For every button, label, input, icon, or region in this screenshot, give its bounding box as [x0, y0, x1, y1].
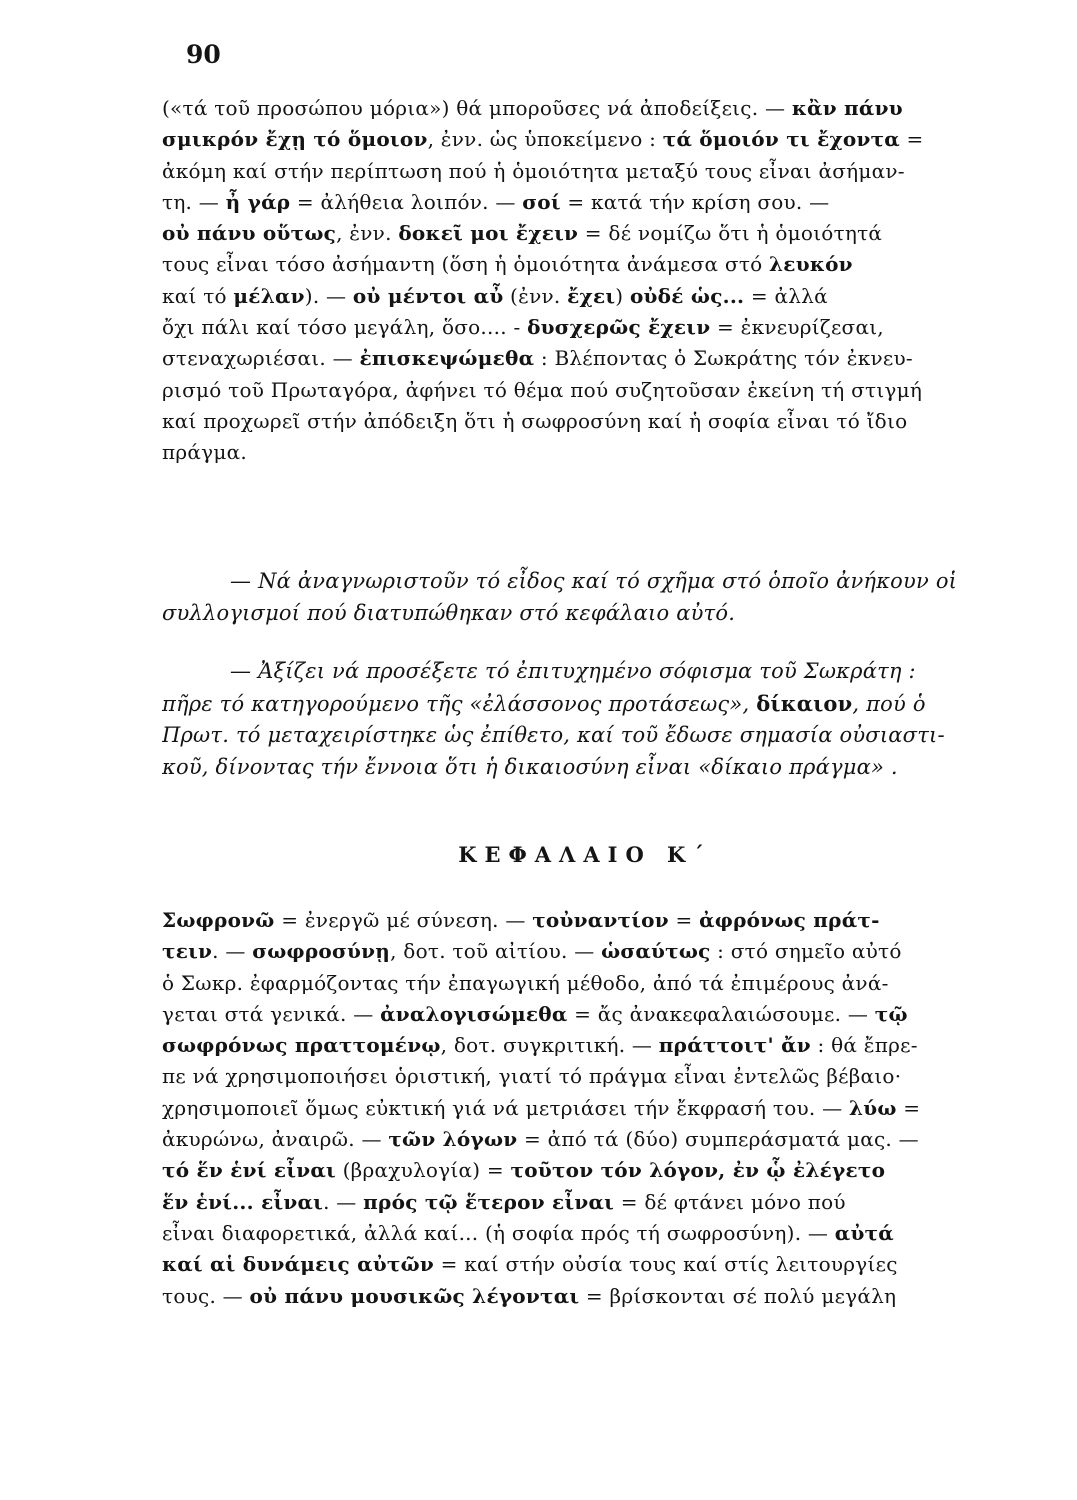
lemma-term: λύω: [848, 1095, 897, 1120]
text-run: πράγμα.: [162, 440, 247, 465]
text-line: [162, 1155, 1008, 1186]
text-run: = δέ νομίζω ὅτι ἡ ὁμοιότητά: [578, 221, 883, 246]
text-line: [162, 1030, 1008, 1061]
text-run: (βραχυλογία) =: [335, 1158, 511, 1183]
lemma-term: Σωφρονῶ: [162, 908, 275, 932]
text-run: Πρωτ. τό μεταχειρίστηκε ὡς ἐπίθετο, καί τοῦ ἔδωσε σημασία οὐσιαστι-: [162, 723, 945, 747]
text-run: ρισμό τοῦ Πρωταγόρα, ἀφήνει τό θέμα πού συζητοῦσαν ἐκείνη τή στιγμή: [162, 377, 923, 402]
text-run: = ἀλήθεια λοιπόν. —: [290, 189, 523, 214]
text-line: [162, 1281, 1008, 1312]
lemma-term: ἔχει: [567, 283, 616, 308]
lemma-term: ἦ γάρ: [225, 189, 291, 214]
text-run: , ἐνν.: [336, 221, 399, 246]
text-run: (ἐνν.: [503, 283, 568, 308]
lemma-term: δοκεῖ μοι ἔχειν: [398, 221, 579, 246]
text-run: («τά τοῦ προσώπου μόρια») θά μποροῦσες νά ἀποδείξεις. —: [162, 96, 792, 120]
lemma-term: ὡσαύτως: [601, 939, 711, 964]
text-line: [162, 936, 1008, 967]
text-line: [162, 1187, 1008, 1218]
lemma-term: τό ἕν ἑνί εἶναι: [162, 1158, 336, 1183]
lemma-term: ἀναλογισώμεθα: [380, 1001, 568, 1026]
text-line: [162, 1061, 1008, 1092]
text-run: ). —: [304, 283, 353, 308]
text-line: [162, 566, 1008, 598]
lemma-term: καί αἱ δυνάμεις αὐτῶν: [162, 1252, 435, 1277]
lemma-term: ἕν ἑνί... εἶναι: [162, 1189, 324, 1214]
text-run: = καί στήν οὐσία τους καί στίς λειτουργίες: [434, 1252, 898, 1277]
lemma-term: πρός τῷ ἕτερον εἶναι: [363, 1189, 615, 1214]
text-run: χρησιμοποιεῖ ὅμως εὐκτική γιά νά μετριάσει τήν ἔκφρασή του. —: [162, 1095, 849, 1120]
lemma-term: οὐδέ ὡς...: [629, 283, 745, 308]
text-run: : Βλέποντας ὁ Σωκράτης τόν ἐκνευ-: [534, 346, 913, 371]
text-line: [162, 656, 1008, 688]
text-run: . —: [212, 939, 253, 964]
lemma-term: αὐτά: [834, 1220, 894, 1245]
lemma-term: λευκόν: [769, 252, 853, 277]
lemma-term: τά ὅμοιόν τι ἔχοντα: [662, 127, 900, 152]
text-line: [162, 187, 1008, 218]
commentary-block: [162, 93, 1008, 469]
chapter-title: ΚΕΦΑΛΑΙΟ Κ΄: [458, 842, 712, 867]
text-run: = ἄς ἀνακεφαλαιώσουμε. —: [567, 1001, 875, 1026]
lemma-term: ἐπισκεψώμεθα: [359, 346, 535, 371]
text-line: [162, 93, 1008, 124]
text-line: [162, 598, 1008, 630]
lemma-term: ἀφρόνως πράτ-: [699, 908, 880, 932]
text-line: [162, 1249, 1008, 1280]
text-run: =: [899, 127, 924, 152]
lemma-term: οὐ μέντοι αὖ: [352, 283, 504, 308]
text-run: =: [896, 1095, 921, 1120]
text-run: = ἀλλά: [744, 283, 828, 308]
text-line: [162, 124, 1008, 155]
text-run: , δοτ. συγκριτική. —: [440, 1033, 659, 1058]
text-run: = ἀπό τά (δύο) συμπεράσματά μας. —: [517, 1127, 919, 1152]
exercise-sophism-note: [162, 656, 1008, 783]
text-line: [162, 218, 1008, 249]
text-line: [162, 406, 1008, 437]
text-run: τους. —: [162, 1283, 250, 1308]
page-number: 90: [186, 40, 221, 69]
text-run: ὁ Σωκρ. ἐφαρμόζοντας τήν ἐπαγωγική μέθοδο, ἀπό τά ἐπιμέρους ἀνά-: [162, 970, 889, 995]
text-run: = ἐνεργῶ μέ σύνεση. —: [274, 908, 533, 932]
text-run: , ἐνν. ὡς ὑποκείμενο :: [427, 127, 663, 152]
text-line: [162, 1218, 1008, 1249]
lemma-term: δίκαιον: [756, 690, 853, 716]
text-run: συλλογισμοί πού διατυπώθηκαν στό κεφάλαιο αὐτό.: [162, 600, 736, 625]
text-run: καί προχωρεῖ στήν ἀπόδειξη ὅτι ἡ σωφροσύνη καί ἡ σοφία εἶναι τό ἴδιο: [162, 408, 908, 433]
chapter-commentary-block: [162, 905, 1008, 1312]
text-line: [162, 688, 1008, 721]
text-run: πῆρε τό κατηγορούμενο τῆς «ἐλάσσονος προτάσεως»,: [162, 691, 757, 716]
text-run: . —: [323, 1189, 364, 1214]
text-line: [162, 905, 1008, 936]
text-run: = δέ φτάνει μόνο πού: [614, 1189, 846, 1214]
text-line: [162, 1093, 1008, 1124]
text-line: [162, 281, 1008, 312]
lemma-term: οὐ πάνυ μουσικῶς λέγονται: [249, 1283, 580, 1308]
text-run: : στό σημεῖο αὐτό: [710, 939, 902, 964]
text-run: ): [615, 283, 630, 308]
lemma-term: πράττοιτ' ἄν: [658, 1033, 811, 1058]
text-run: = ἐκνευρίζεσαι,: [710, 315, 884, 340]
text-run: γεται στά γενικά. —: [162, 1001, 381, 1026]
text-run: , πού ὁ: [852, 691, 926, 716]
text-run: =: [668, 908, 700, 932]
text-line: [162, 437, 1008, 468]
lemma-term: σοί: [522, 189, 561, 214]
lemma-term: τῶν λόγων: [388, 1127, 518, 1152]
text-run: — Ἀξίζει νά προσέξετε τό ἐπιτυχημένο σόφισμα τοῦ Σωκράτη :: [230, 659, 916, 683]
exercise-classification: [162, 566, 1008, 629]
text-run: καί τό: [162, 283, 234, 308]
text-line: [162, 343, 1008, 374]
text-run: στεναχωριέσαι. —: [162, 346, 360, 371]
text-line: [162, 312, 1008, 343]
text-run: = βρίσκονται σέ πολύ μεγάλη: [579, 1283, 897, 1308]
text-line: [162, 968, 1008, 999]
text-run: — Νά ἀναγνωριστοῦν τό εἶδος καί τό σχῆμα στό ὁποῖο ἀνήκουν οἱ: [230, 569, 958, 593]
lemma-term: μέλαν: [233, 283, 305, 308]
text-run: ἀκόμη καί στήν περίπτωση πού ἡ ὁμοιότητα μεταξύ τους εἶναι ἀσήμαν-: [162, 158, 905, 183]
text-line: [162, 156, 1008, 187]
text-run: τη. —: [162, 189, 226, 214]
text-run: = κατά τήν κρίση σου. —: [560, 189, 830, 214]
lemma-term: δυσχερῶς ἔχειν: [527, 315, 711, 340]
lemma-term: σωφρόνως πραττομένῳ: [162, 1033, 441, 1058]
text-run: πε νά χρησιμοποιήσει ὁριστική, γιατί τό πράγμα εἶναι ἐντελῶς βέβαιο·: [162, 1064, 902, 1089]
text-line: [162, 1124, 1008, 1155]
text-run: : θά ἔπρε-: [810, 1033, 918, 1058]
text-line: [162, 999, 1008, 1030]
lemma-term: τοὐναντίον: [532, 908, 669, 932]
text-line: [162, 752, 1008, 784]
lemma-term: τοῦτον τόν λόγον, ἐν ᾧ ἐλέγετο: [510, 1158, 886, 1183]
text-line: [162, 720, 1008, 752]
lemma-term: κἂν πάνυ: [791, 96, 903, 120]
text-run: , δοτ. τοῦ αἰτίου. —: [390, 939, 602, 964]
text-line: [162, 249, 1008, 280]
lemma-term: σωφροσύνῃ: [252, 939, 391, 964]
lemma-term: οὐ πάνυ οὕτως: [162, 221, 337, 246]
text-run: τους εἶναι τόσο ἀσήμαντη (ὅση ἡ ὁμοιότητα ἀνάμεσα στό: [162, 252, 770, 277]
text-run: εἶναι διαφορετικά, ἀλλά καί... (ἡ σοφία πρός τή σωφροσύνη). —: [162, 1220, 835, 1245]
lemma-term: τειν: [162, 939, 213, 964]
lemma-term: σμικρόν ἔχῃ τό ὅμοιον: [162, 127, 428, 152]
text-run: ἀκυρώνω, ἀναιρῶ. —: [162, 1127, 389, 1152]
text-run: ὄχι πάλι καί τόσο μεγάλη, ὅσο.... -: [162, 315, 528, 340]
text-run: κοῦ, δίνοντας τήν ἔννοια ὅτι ἡ δικαιοσύνη εἶναι «δίκαιο πράγμα» .: [162, 754, 898, 779]
lemma-term: τῷ: [874, 1001, 908, 1026]
text-line: [162, 375, 1008, 406]
